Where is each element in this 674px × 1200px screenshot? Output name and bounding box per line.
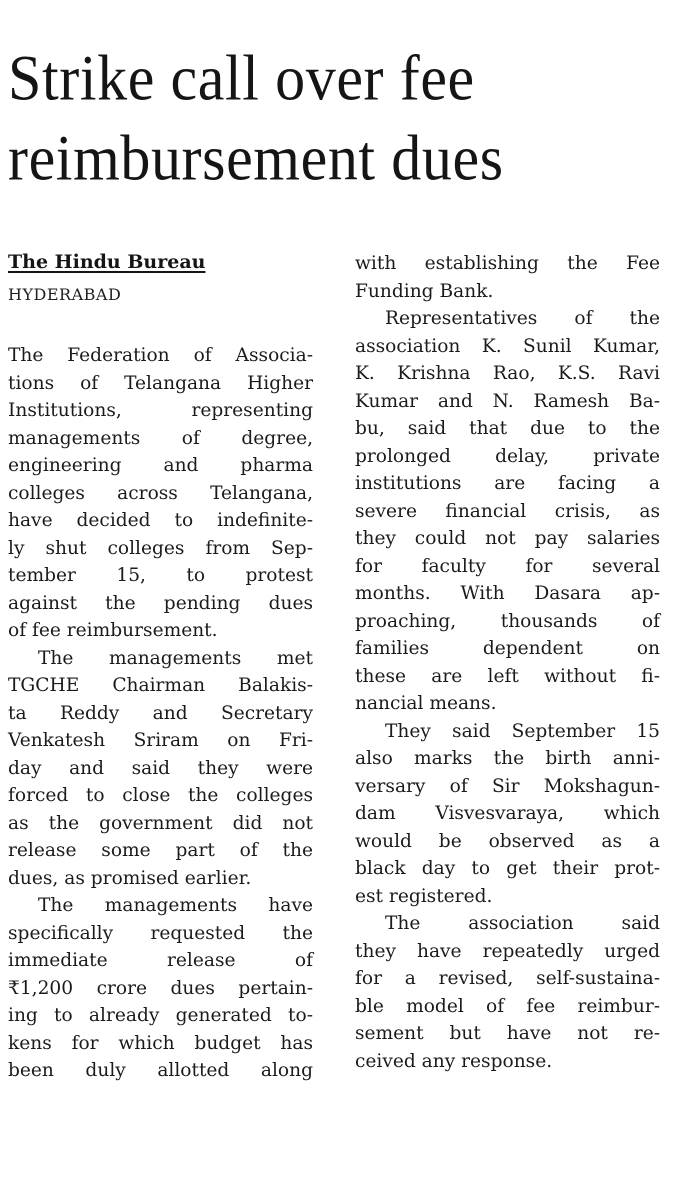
body-text-line: dues, as promised earlier. <box>8 867 252 889</box>
body-text-line: managements of degree, <box>8 427 313 449</box>
body-text-line: ing to already generated to- <box>8 1005 313 1026</box>
body-text-line: ₹1,200 crore dues pertain- <box>8 977 313 999</box>
body-text-line: have decided to indefinite- <box>8 510 313 531</box>
body-text-line: Representatives of the <box>385 308 660 329</box>
body-text-line: proaching, thousands of <box>355 610 660 632</box>
body-text-line: sement but have not re- <box>355 1023 660 1044</box>
body-text-line: families dependent on <box>355 638 660 659</box>
body-text-line: bu, said that due to the <box>355 418 660 439</box>
body-text-line: day and said they were <box>8 757 313 779</box>
body-text-line: of fee reimbursement. <box>8 620 218 641</box>
body-text-line: The managements met <box>38 647 313 669</box>
body-text-line: dam Visvesvaraya, which <box>355 803 660 824</box>
article-column-right <box>355 250 660 1075</box>
body-text-line: against the pending dues <box>8 592 313 614</box>
dateline: HYDERABAD <box>8 285 122 304</box>
body-text-line: The managements have <box>38 895 313 916</box>
body-text-line: tember 15, to protest <box>8 565 313 586</box>
body-text-line: these are left without fi- <box>355 665 660 687</box>
body-text-line: The Federation of Associa- <box>8 345 313 366</box>
article-column-left <box>8 342 313 1085</box>
body-text-line: kens for which budget has <box>8 1032 313 1054</box>
body-text-line: ceived any response. <box>355 1050 553 1072</box>
body-text-line: as the government did not <box>8 812 313 834</box>
body-text-line: been duly allotted along <box>8 1060 313 1081</box>
body-text-line: prolonged delay, private <box>355 445 660 467</box>
body-text-line: Venkatesh Sriram on Fri- <box>8 730 313 751</box>
body-text-line: specifically requested the <box>8 922 313 944</box>
body-text-line: they could not pay salaries <box>355 528 660 549</box>
headline-line-1: Strike call over fee <box>8 42 475 114</box>
body-text-line: Institutions, representing <box>8 400 313 421</box>
byline: The Hindu Bureau <box>8 251 206 273</box>
body-text-line: TGCHE Chairman Balakis- <box>8 675 313 696</box>
body-text-line: tions of Telangana Higher <box>8 372 313 394</box>
body-text-line: Kumar and N. Ramesh Ba- <box>355 390 660 412</box>
body-text-line: ble model of fee reimbur- <box>355 995 660 1017</box>
body-text-line: ly shut colleges from Sep- <box>8 537 313 559</box>
body-text-line: colleges across Telangana, <box>8 482 313 504</box>
body-text-line: also marks the birth anni- <box>355 748 660 769</box>
body-text-line: for faculty for several <box>355 555 660 577</box>
body-text-line: engineering and pharma <box>8 455 313 476</box>
body-text-line: est registered. <box>355 885 493 907</box>
body-text-line: black day to get their prot- <box>355 858 660 879</box>
headline-line-2: reimbursement dues <box>8 122 504 194</box>
body-text-line: Funding Bank. <box>355 280 494 302</box>
body-text-line: They said September 15 <box>385 720 660 742</box>
body-text-line: for a revised, self-sustaina- <box>355 968 660 989</box>
body-text-line: versary of Sir Mokshagun- <box>355 775 660 797</box>
headline <box>8 38 668 198</box>
body-text-line: ta Reddy and Secretary <box>8 702 313 724</box>
body-text-line: months. With Dasara ap- <box>355 583 660 604</box>
body-text-line: institutions are facing a <box>355 473 660 494</box>
body-text-line: immediate release of <box>8 950 313 971</box>
body-text-line: association K. Sunil Kumar, <box>355 335 660 357</box>
body-text-line: The association said <box>385 913 660 934</box>
body-text-line: severe financial crisis, as <box>355 500 660 522</box>
body-text-line: K. Krishna Rao, K.S. Ravi <box>355 363 660 384</box>
body-text-line: they have repeatedly urged <box>355 940 660 962</box>
body-text-line: forced to close the colleges <box>8 785 313 806</box>
body-text-line: nancial means. <box>355 693 497 714</box>
body-text-line: would be observed as a <box>355 830 660 852</box>
body-text-line: release some part of the <box>8 840 313 861</box>
body-text-line: with establishing the Fee <box>355 253 660 274</box>
